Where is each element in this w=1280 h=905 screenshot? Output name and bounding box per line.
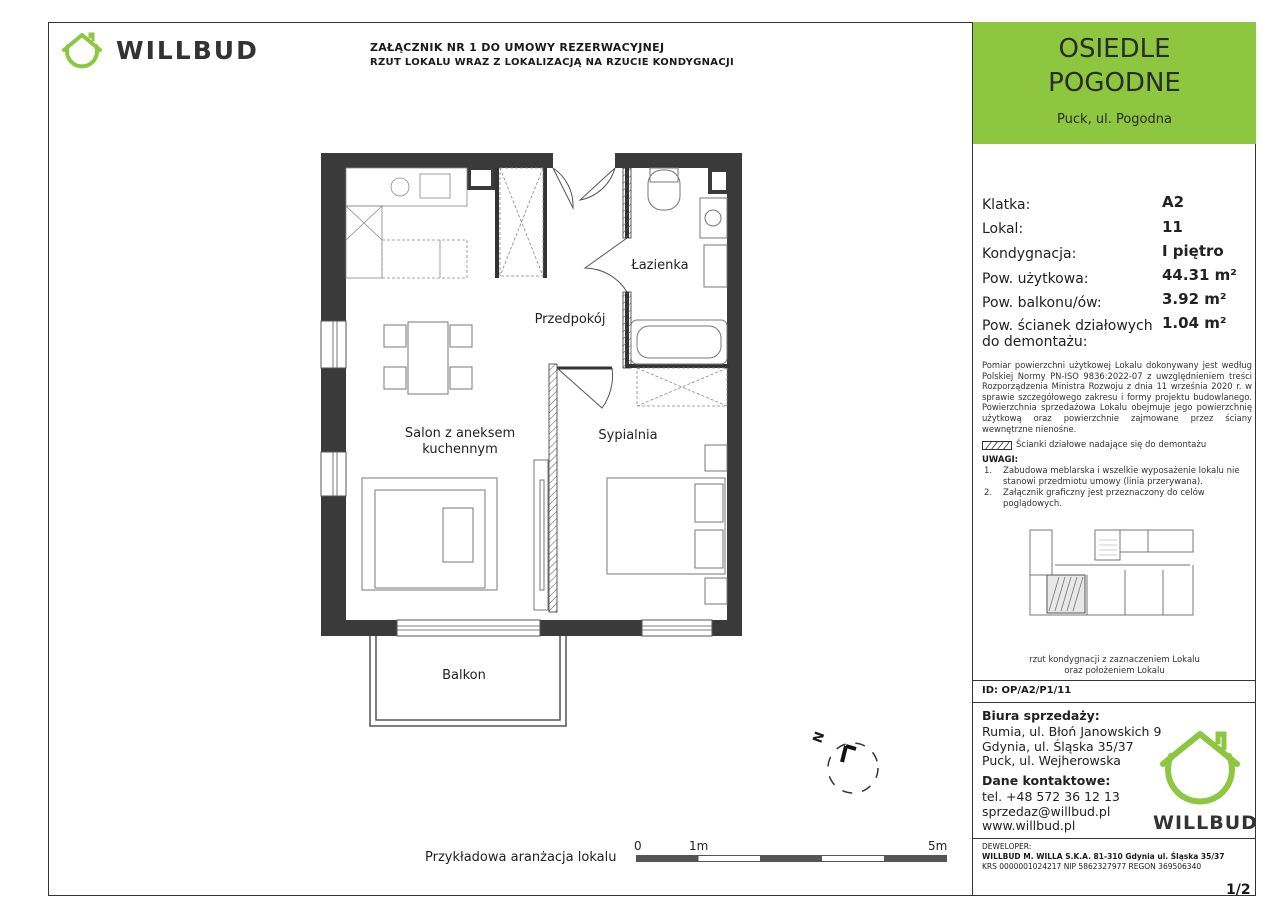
contact-title: Dane kontaktowe: [982,773,1111,788]
room-label-salon-2: kuchennym [422,442,498,457]
contact-phone[interactable]: tel. +48 572 36 12 13 [982,789,1120,804]
sales-office-1: Rumia, ul. Błoń Janowskich 9 [982,724,1162,739]
doors [553,168,627,408]
scale-label-5m: 5m [928,839,948,853]
detail-value-kondygnacja: I piętro [1162,242,1224,260]
uwagi-item-1: Zabudowa meblarska i wszelkie wyposażenie lokalu nie stanowi przedmiotu umowy (linia przerywana). [1003,466,1240,487]
detail-value-klatka: A2 [1162,193,1185,211]
separator-id-top [973,680,1256,681]
sales-title: Biura sprzedaży: [982,708,1100,723]
detail-value-lokal: 11 [1162,218,1183,236]
legend-text: Ścianki działowe nadające się do demontażu [1016,440,1207,450]
room-label-salon-1: Salon z aneksem [404,426,516,441]
detail-label-klatka: Klatka: [982,197,1031,213]
contact-website[interactable]: www.willbud.pl [982,818,1076,833]
uwagi-title: UWAGI: [982,455,1019,465]
sales-office-3: Puck, ul. Wejherowska [982,753,1121,768]
dining-table [384,322,472,394]
scale-label-0: 0 [634,839,642,853]
measurement-note: Pomiar powierzchni użytkowej Lokalu dokonywany jest według Polskiej Normy PN-ISO 9836:2022-07 z uwzględnieniem treści Rozporządzenia Ministra Rozwoju z dnia 11 września 2020 r. w sprawie szczegółowego zakresu i formy projektu budowlanego. Powierzchnia sprzedażowa Lokalu obejmuje jego powierzchnię użytkową oraz powierzchnie zajmowane przez ściany wewnętrzne nienośne. [982,360,1252,434]
project-location: Puck, ul. Pogodna [1057,112,1172,127]
separator-developer [973,838,1256,839]
detail-value-scianki: 1.04 m² [1162,314,1227,332]
detail-label-scianki-1: Pow. ścianek działowych [982,318,1153,334]
demountable-wall-2 [623,292,631,368]
scale-label-1m: 1m [689,839,709,853]
room-label-sypialnia: Sypialnia [598,428,658,443]
plan-caption: Przykładowa aranżacja lokalu [425,850,617,865]
contact-email[interactable]: sprzedaz@willbud.pl [982,804,1111,819]
detail-value-pow-uzytkowa: 44.31 m² [1162,266,1237,284]
project-name [973,32,1256,100]
willbud-logo-large [1155,720,1245,819]
uwagi-number-2: 2. [984,488,993,498]
room-label-przedpokoj: Przedpokój [534,312,606,327]
sofa [362,460,548,610]
house-logo-icon [60,30,104,74]
willbud-logo [60,30,104,78]
compass-north-label: N [810,729,829,746]
scale-bar [636,855,948,863]
room-label-balkon: Balkon [442,668,486,683]
floor-caption-2: oraz położeniem Lokalu [1064,666,1165,676]
page-number: 1/2 [1226,882,1251,898]
demountable-wall-1 [623,168,631,238]
project-name-line2: POGODNE [1048,68,1181,98]
exterior-walls [321,153,742,636]
house-logo-large-icon [1155,720,1245,815]
detail-label-scianki-2: do demontażu: [982,334,1088,350]
column-divider [972,22,973,896]
developer-label: DEWELOPER: [982,842,1032,851]
company-logo-text: WILLBUD [116,36,259,65]
uwagi-number-1: 1. [984,466,993,476]
developer-line-1: WILLBUD M. WILLA S.K.A. 81-310 Gdynia ul. Śląska 35/37 [982,852,1225,861]
detail-label-lokal: Lokal: [982,221,1024,237]
detail-label-pow-uzytkowa: Pow. użytkowa: [982,271,1089,287]
floor-caption-1: rzut kondygnacji z zaznaczeniem Lokalu [1029,655,1200,665]
room-label-lazienka: Łazienka [631,258,689,273]
project-name-line1: OSIEDLE [1058,34,1171,64]
header-subtitle: RZUT LOKALU WRAZ Z LOKALIZACJĄ NA RZUCIE KONDYGNACJI [370,57,735,68]
kitchen-furniture [346,168,467,278]
company-logo-text-large: WILLBUD [1153,812,1258,834]
uwagi-item-2: Załącznik graficzny jest przeznaczony do celów poglądowych. [1003,488,1205,509]
developer-line-2: KRS 0000001024217 NIP 5862327977 REGON 369506340 [982,862,1202,871]
demountable-wall-3 [549,364,557,612]
header-title: ZAŁĄCZNIK NR 1 DO UMOWY REZERWACYJNEJ [370,41,665,54]
hatch-legend-icon [982,441,1012,450]
legend-row [982,440,1252,452]
sales-office-2: Gdynia, ul. Śląska 35/37 [982,739,1134,754]
detail-label-pow-balkonu: Pow. balkonu/ów: [982,295,1102,311]
separator-id-bottom [973,702,1256,703]
unit-id: ID: OP/A2/P1/11 [982,685,1072,696]
closet [500,168,727,406]
bedroom-furniture [607,445,727,604]
floor-location-map [1025,525,1200,620]
detail-value-pow-balkonu: 3.92 m² [1162,290,1227,308]
detail-label-kondygnacja: Kondygnacja: [982,246,1077,262]
